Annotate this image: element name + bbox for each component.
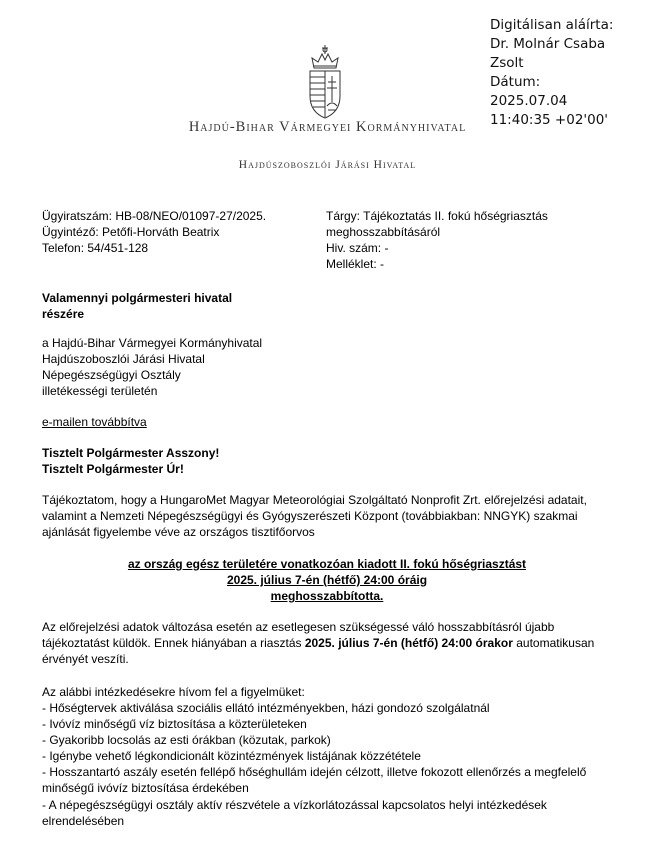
subject: Tárgy: Tájékoztatás II. fokú hőségriasztás xyxy=(326,209,548,223)
delivery-note: e-mailen továbbítva xyxy=(42,415,147,429)
salutation: Tisztelt Polgármester Úr! xyxy=(42,462,184,476)
notice-text: tájékoztatást küldök. Ennek hiányában a riasztás xyxy=(42,636,305,650)
intro-line: ajánlását figyelembe véve az országos tisztifőorvos xyxy=(42,525,315,539)
intro-line: valamint a Nemzeti Népegészségügyi és Gyógyszerészeti Központ (továbbiakban: NNGYK) szakmai xyxy=(42,509,578,523)
addressee-cont: részére xyxy=(42,307,85,321)
office-name: Hajdú-Bihar Vármegyei Kormányhivatal xyxy=(188,119,467,135)
announcement-action: meghosszabbította. xyxy=(270,589,384,603)
attachment: Melléklet: - xyxy=(326,257,385,271)
subject-cont: meghosszabbításáról xyxy=(326,225,441,239)
announcement-date: 2025. július 7-én (hétfő) 24:00 óráig xyxy=(226,573,428,587)
measure-item: - A népegészségügyi osztály aktív részvétele a vízkorlátozással kapcsolatos helyi intézkedések xyxy=(42,798,547,812)
notice-line xyxy=(42,635,594,652)
coat-of-arms-icon xyxy=(300,44,350,120)
measure-item: - Gyakoribb locsolás az esti órákban (közutak, parkok) xyxy=(42,733,331,747)
signature-line: Digitálisan aláírta: xyxy=(490,17,614,33)
notice-line: Az előrejelzési adatok változása esetén az esetlegesen szükségessé váló hosszabbításról újabb xyxy=(42,620,555,634)
notice-line: érvényét veszíti. xyxy=(42,652,129,666)
signature-name: Dr. Molnár Csaba xyxy=(490,36,606,52)
signature-date-label: Dátum: xyxy=(490,74,541,90)
scope-line: illetékességi területén xyxy=(42,384,158,398)
case-number: Ügyiratszám: HB-08/NEO/01097-27/2025. xyxy=(42,209,267,223)
measure-item-cont: elrendelésében xyxy=(42,814,125,828)
case-officer: Ügyintéző: Petőfi-Horváth Beatrix xyxy=(42,225,220,239)
announcement: az ország egész területére vonatkozóan kiadott II. fokú hőségriasztást xyxy=(127,557,527,571)
measure-item: - Hőségtervek aktiválása szociális ellátó intézményekben, házi gondozó szolgálatnál xyxy=(42,701,490,715)
signature-time: 11:40:35 +02'00' xyxy=(490,112,609,128)
reference-number: Hiv. szám: - xyxy=(326,241,389,255)
district-office-name: Hajdúszoboszlói Járási Hivatal xyxy=(238,159,417,171)
signature-date: 2025.07.04 xyxy=(490,93,568,109)
measure-item: - Igénybe vehető légkondicionált közintézmények listájának közzététele xyxy=(42,749,421,763)
measures-intro: Az alábbi intézkedésekre hívom fel a figyelmüket: xyxy=(42,685,305,699)
measure-item: - Hosszantartó aszály esetén fellépő hőséghullám idején célzott, illetve fokozott ellenőrzés a megfelelő xyxy=(42,765,587,779)
addressee: Valamennyi polgármesteri hivatal xyxy=(42,291,233,305)
phone-number: Telefon: 54/451-128 xyxy=(42,241,149,255)
measure-item-cont: minőségű ivóvíz biztosítása érdekében xyxy=(42,781,249,795)
scope-line: a Hajdú-Bihar Vármegyei Kormányhivatal xyxy=(42,336,263,350)
scope-line: Hajdúszoboszlói Járási Hivatal xyxy=(42,352,205,366)
signature-name-cont: Zsolt xyxy=(490,55,524,71)
intro-line: Tájékoztatom, hogy a HungaroMet Magyar Meteorológiai Szolgáltató Nonprofit Zrt. előrejelzési adatait, xyxy=(42,493,587,507)
notice-deadline: 2025. július 7-én (hétfő) 24:00 órakor xyxy=(304,636,513,650)
salutation: Tisztelt Polgármester Asszony! xyxy=(42,446,220,460)
notice-text: automatikusan xyxy=(512,636,595,650)
digital-signature-block xyxy=(490,16,613,130)
scope-line: Népegészségügyi Osztály xyxy=(42,368,181,382)
measure-item: - Ivóvíz minőségű víz biztosítása a közterületeken xyxy=(42,717,307,731)
